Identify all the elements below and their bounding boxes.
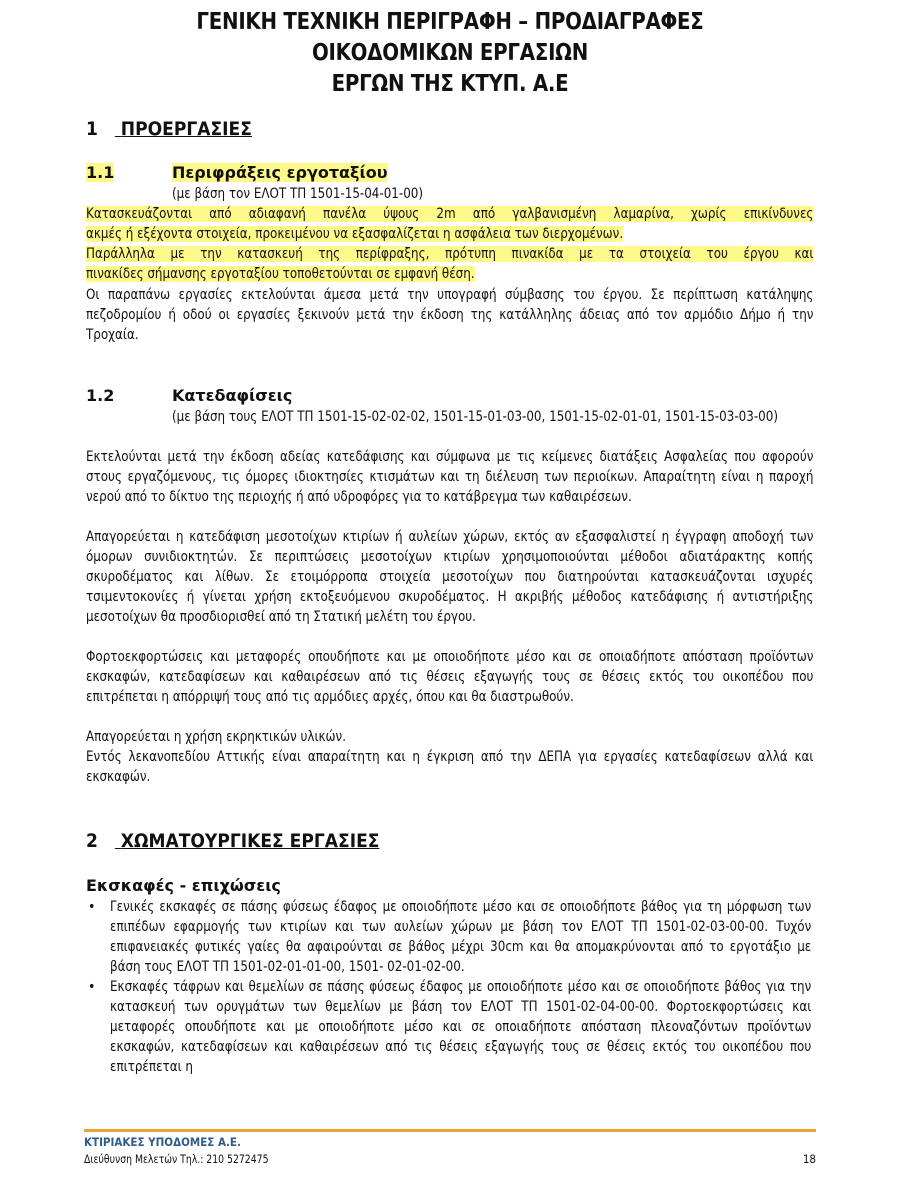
subsection-1-2-number: 1.2 xyxy=(86,386,115,405)
section-1-number: 1 xyxy=(86,118,98,140)
subsection-1-2-paragraph-2: Απαγορεύεται η κατεδάφιση μεσοτοίχων κτιρίων ή αυλείων χώρων, εκτός αν εξασφαλιστεί η έγγραφη αποδοχή των όμορων συνιδιοκτητών. Σε περιπτώσεις μεσοτοίχων κτιρίων χρησιμοποιούνται μέθοδοι αδιατάρακτης κοπής σκυροδέματος και λίθων. Σε ετοιμόρροπα στοιχεία μεσοτοίχων που διατηρούνται κατασκευάζονται ισχυρές τσιμεντοκονίες ή γίνεται χρήση εκτοξευόμενου σκυροδέματος. Η ακριβής μέθοδος κατεδάφισης ή αντιστήριξης μεσοτοίχων θα προσδιορισθεί από τη Στατική μελέτη του έργου. xyxy=(86,529,814,625)
highlighted-line: πινακίδες σήμανσης εργοταξίου τοποθετούνται σε εμφανή θέση. xyxy=(86,266,475,282)
bullet-text: Γενικές εκσκαφές σε πάσης φύσεως έδαφος με οποιοδήποτε μέσο και σε οποιοδήποτε βάθος για τη μόρφωση των επιπέδων εφαρμογής των κτιρίων και των αυλείων χώρων με βάση τον ΕΛΟΤ ΤΠ 1501-02-03-00-00. Τυχόν επιφανειακές φυτικές γαίες θα αφαιρούνται σε βάθος μέχρι 30cm και θα απομακρύνονται από το εργοτάξιο με βάση τους ΕΛΟΤ ΤΠ 1501-02-01-01-00, 1501- 02-01-02-00. xyxy=(110,899,812,975)
bullet-icon: • xyxy=(88,979,96,995)
subsection-1-1-paragraph: Οι παραπάνω εργασίες εκτελούνται άμεσα μετά την υπογραφή σύμβασης του έργου. Σε περίπτωση κατάληψης πεζοδρομίου ή οδού οι εργασίες ξεκινούν μετά την έκδοση της κατάλληλης άδειας από τον αρμόδιο Δήμο ή την Τροχαία. xyxy=(86,287,814,343)
section-2-subheading-text: Εκσκαφές - επιχώσεις xyxy=(86,876,281,895)
section-2-number: 2 xyxy=(86,830,98,852)
subsection-1-1-highlighted-text xyxy=(86,204,813,284)
subsection-1-2-reference: (με βάση τους ΕΛΟΤ ΤΠ 1501-15-02-02-02, 1501-15-01-03-00, 1501-15-02-01-01, 1501-15-03-03-00) xyxy=(172,409,778,425)
bullet-icon: • xyxy=(88,899,96,915)
footer-divider xyxy=(84,1129,816,1132)
document-title-line-3: ΕΡΓΩΝ ΤΗΣ ΚΤΥΠ. Α.Ε xyxy=(331,71,569,97)
highlighted-line: Κατασκευάζονται από αδιαφανή πανέλα ύψους 2m από γαλβανισμένη λαμαρίνα, χωρίς επικίνδυνες xyxy=(86,206,814,222)
section-2-bullet-list xyxy=(86,897,814,1077)
document-title-line-2: ΟΙΚΟΔΟΜΙΚΩΝ ΕΡΓΑΣΙΩΝ xyxy=(311,40,589,66)
bullet-item xyxy=(86,897,814,977)
subsection-1-2-paragraph-1: Εκτελούνται μετά την έκδοση αδείας κατεδάφισης και σύμφωνα με τις κείμενες διατάξεις Ασφαλείας που αφορούν στους εργαζόμενους, τις όμορες ιδιοκτησίες κτισμάτων και τη διέλευση των περιοίκων. Απαραίτητη είναι η παροχή νερού από το δίκτυο της περιοχής ή από υδροφόρες για το κατάβρεγμα των καθαιρέσεων. xyxy=(86,449,814,505)
section-1-heading xyxy=(86,118,252,140)
subsection-1-2-paragraph-5: Εντός λεκανοπεδίου Αττικής είναι απαραίτητη και η έγκριση από την ΔΕΠΑ για εργασίες κατεδαφίσεων αλλά και εκσκαφών. xyxy=(86,749,814,785)
section-1-title: ΠΡΟΕΡΓΑΣΙΕΣ xyxy=(120,118,252,140)
bullet-item xyxy=(86,977,814,1077)
subsection-1-2-title: Κατεδαφίσεις xyxy=(172,386,293,405)
footer-department-phone: Διεύθυνση Μελετών Τηλ.: 210 5272475 xyxy=(84,1152,269,1166)
footer-company: ΚΤΙΡΙΑΚΕΣ ΥΠΟΔΟΜΕΣ Α.Ε. xyxy=(84,1135,241,1149)
document-title-line-1: ΓΕΝΙΚΗ ΤΕΧΝΙΚΗ ΠΕΡΙΓΡΑΦΗ – ΠΡΟΔΙΑΓΡΑΦΕΣ xyxy=(196,9,704,35)
highlighted-line: ακμές ή εξέχοντα στοιχεία, προκειμένου να εξασφαλίζεται η ασφάλεια των διερχομένων. xyxy=(86,226,624,242)
subsection-1-1-number: 1.1 xyxy=(86,163,115,182)
section-2-title: ΧΩΜΑΤΟΥΡΓΙΚΕΣ ΕΡΓΑΣΙΕΣ xyxy=(120,830,380,852)
subsection-1-2-paragraph-3: Φορτοεκφορτώσεις και μεταφορές οπουδήποτε και με οποιοδήποτε μέσο και σε οποιαδήποτε απόσταση προϊόντων εκσκαφών, κατεδαφίσεων και καθαιρέσεων από τις θέσεις εξαγωγής τους σε θέσεις εκτός του οικοπέδου που επιτρέπεται η απόρριψή τους από τις αρμόδιες αρχές, όπου και θα διαστρωθούν. xyxy=(86,649,814,705)
bullet-text: Εκσκαφές τάφρων και θεμελίων σε πάσης φύσεως έδαφος με οποιοδήποτε μέσο και σε οποιοδήποτε βάθος για την κατασκευή των ορυγμάτων των θεμελίων με βάση τον ΕΛΟΤ ΤΠ 1501-02-04-00-00. Φορτοεκφορτώσεις και μεταφορές οπουδήποτε και με οποιοδήποτε μέσο και σε οποιαδήποτε απόσταση πλεοναζόντων προϊόντων εκσκαφών, κατεδαφίσεων και καθαιρέσεων από τις θέσεις εξαγωγής τους σε θέσεις εκτός του οικοπέδου που επιτρέπεται η xyxy=(110,979,812,1075)
subsection-1-2-paragraph-4: Απαγορεύεται η χρήση εκρηκτικών υλικών. xyxy=(86,729,347,745)
highlighted-line: Παράλληλα με την κατασκευή της περίφραξης, πρότυπη πινακίδα με τα στοιχεία του έργου και xyxy=(86,246,814,262)
subsection-1-1-title: Περιφράξεις εργοταξίου xyxy=(172,163,388,182)
page-number: 18 xyxy=(802,1152,816,1166)
section-2-heading xyxy=(86,830,379,852)
subsection-1-1-reference: (με βάση τον ΕΛΟΤ ΤΠ 1501-15-04-01-00) xyxy=(172,186,424,202)
